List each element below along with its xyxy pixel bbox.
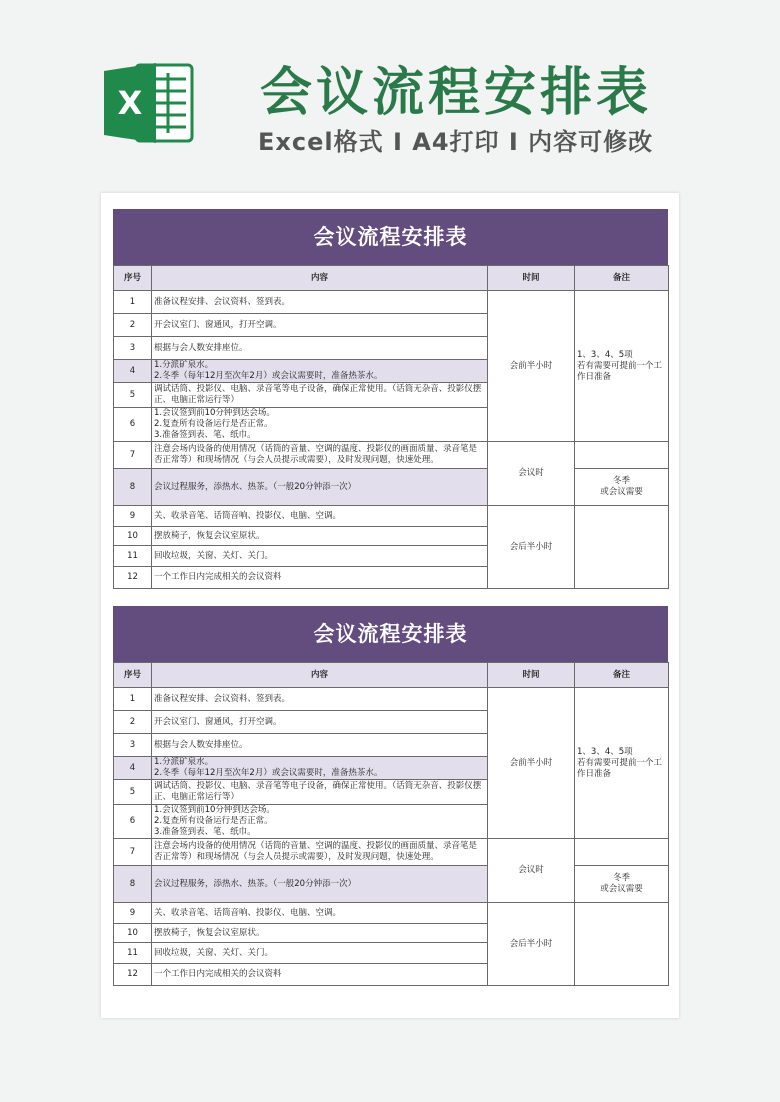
note-cell[interactable] (575, 506, 669, 589)
row-number[interactable]: 12 (114, 964, 152, 986)
time-cell[interactable]: 会前半小时 (488, 291, 575, 442)
row-content[interactable]: 准备议程安排、会议资料、签到表。 (152, 688, 488, 711)
row-content[interactable]: 开会议室门、窗通风，打开空调。 (152, 314, 488, 337)
table-row (114, 839, 669, 866)
row-number[interactable]: 9 (114, 506, 152, 527)
row-content[interactable]: 注意会场内设备的使用情况（话筒的音量、空调的温度、投影仪的画面质量、录音笔是否正常等）和现场情况（与会人员提示或需要），及时发现问题，快速处理。 (152, 442, 488, 469)
row-content[interactable]: 会议过程服务，添热水、热茶。（一般20分钟添一次） (152, 866, 488, 903)
note-cell[interactable] (575, 442, 669, 469)
sheet-title: 会议流程安排表 (113, 606, 668, 662)
row-number[interactable]: 11 (114, 943, 152, 964)
time-cell[interactable]: 会议时 (488, 442, 575, 506)
row-content[interactable]: 回收垃圾，关窗、关灯、关门。 (152, 546, 488, 567)
row-content[interactable]: 摆放椅子，恢复会议室原状。 (152, 924, 488, 943)
row-number[interactable]: 7 (114, 442, 152, 469)
row-number[interactable]: 2 (114, 314, 152, 337)
row-content[interactable]: 摆放椅子，恢复会议室原状。 (152, 527, 488, 546)
header-no[interactable]: 序号 (114, 266, 152, 291)
header-note[interactable]: 备注 (575, 663, 669, 688)
row-content[interactable]: 1.会议签到前10分钟到达会场。 2.复查所有设备运行是否正常。 3.准备签到表、笔、纸巾。 (152, 408, 488, 442)
table-row (114, 442, 669, 469)
row-number[interactable]: 8 (114, 866, 152, 903)
row-number[interactable]: 10 (114, 527, 152, 546)
page-header (0, 0, 780, 190)
table-row (114, 506, 669, 527)
page-title: 会议流程安排表 (260, 63, 653, 123)
row-number[interactable]: 7 (114, 839, 152, 866)
row-number[interactable]: 11 (114, 546, 152, 567)
row-number[interactable]: 1 (114, 291, 152, 314)
row-content[interactable]: 准备议程安排、会议资料、签到表。 (152, 291, 488, 314)
row-number[interactable]: 10 (114, 924, 152, 943)
row-content[interactable]: 一个工作日内完成相关的会议资料 (152, 964, 488, 986)
row-content[interactable]: 关、收录音笔、话筒音响、投影仪、电脑、空调。 (152, 903, 488, 924)
row-number[interactable]: 6 (114, 408, 152, 442)
row-number[interactable]: 2 (114, 711, 152, 734)
row-number[interactable]: 5 (114, 780, 152, 805)
row-content[interactable]: 回收垃圾，关窗、关灯、关门。 (152, 943, 488, 964)
row-number[interactable]: 8 (114, 469, 152, 506)
row-content[interactable]: 调试话筒、投影仪、电脑、录音笔等电子设备，确保正常使用。（话筒无杂音、投影仪摆正、电脑正常运行等） (152, 780, 488, 805)
time-cell[interactable]: 会后半小时 (488, 903, 575, 986)
row-number[interactable]: 3 (114, 337, 152, 360)
row-number[interactable]: 5 (114, 383, 152, 408)
note-cell[interactable]: 冬季 或会议需要 (575, 469, 669, 506)
time-cell[interactable]: 会后半小时 (488, 506, 575, 589)
header-content[interactable]: 内容 (152, 663, 488, 688)
schedule-table (113, 662, 669, 986)
schedule-table (113, 265, 669, 589)
header-time[interactable]: 时间 (488, 266, 575, 291)
row-content[interactable]: 1.会议签到前10分钟到达会场。 2.复查所有设备运行是否正常。 3.准备签到表、笔、纸巾。 (152, 805, 488, 839)
row-content[interactable]: 调试话筒、投影仪、电脑、录音笔等电子设备，确保正常使用。（话筒无杂音、投影仪摆正、电脑正常运行等） (152, 383, 488, 408)
row-content[interactable]: 注意会场内设备的使用情况（话筒的音量、空调的温度、投影仪的画面质量、录音笔是否正常等）和现场情况（与会人员提示或需要），及时发现问题，快速处理。 (152, 839, 488, 866)
header-note[interactable]: 备注 (575, 266, 669, 291)
row-number[interactable]: 12 (114, 567, 152, 589)
time-cell[interactable]: 会议时 (488, 839, 575, 903)
note-cell[interactable] (575, 839, 669, 866)
row-number[interactable]: 4 (114, 757, 152, 780)
row-content[interactable]: 根据与会人数安排座位。 (152, 734, 488, 757)
table-row (114, 903, 669, 924)
time-cell[interactable]: 会前半小时 (488, 688, 575, 839)
row-content[interactable]: 1.分派矿泉水。 2.冬季（每年12月至次年2月）或会议需要时，准备热茶水。 (152, 360, 488, 383)
note-cell[interactable]: 冬季 或会议需要 (575, 866, 669, 903)
header-no[interactable]: 序号 (114, 663, 152, 688)
note-cell[interactable]: 1、3、4、5项 若有需要可提前一个工作日准备 (575, 291, 669, 442)
table-row (114, 469, 669, 506)
row-content[interactable]: 1.分派矿泉水。 2.冬季（每年12月至次年2月）或会议需要时，准备热茶水。 (152, 757, 488, 780)
table-row (114, 688, 669, 711)
header-time[interactable]: 时间 (488, 663, 575, 688)
row-content[interactable]: 一个工作日内完成相关的会议资料 (152, 567, 488, 589)
table-header-row (114, 663, 669, 688)
header-content[interactable]: 内容 (152, 266, 488, 291)
table-header-row (114, 266, 669, 291)
table-row (114, 291, 669, 314)
schedule-sheet-1 (113, 209, 668, 589)
row-number[interactable]: 6 (114, 805, 152, 839)
row-content[interactable]: 根据与会人数安排座位。 (152, 337, 488, 360)
document-paper (101, 193, 679, 1018)
row-content[interactable]: 会议过程服务，添热水、热茶。（一般20分钟添一次） (152, 469, 488, 506)
note-cell[interactable] (575, 903, 669, 986)
note-cell[interactable]: 1、3、4、5项 若有需要可提前一个工作日准备 (575, 688, 669, 839)
row-number[interactable]: 1 (114, 688, 152, 711)
row-number[interactable]: 9 (114, 903, 152, 924)
row-number[interactable]: 4 (114, 360, 152, 383)
row-content[interactable]: 关、收录音笔、话筒音响、投影仪、电脑、空调。 (152, 506, 488, 527)
excel-logo-icon (100, 55, 196, 151)
row-number[interactable]: 3 (114, 734, 152, 757)
row-content[interactable]: 开会议室门、窗通风，打开空调。 (152, 711, 488, 734)
sheet-title: 会议流程安排表 (113, 209, 668, 265)
page-subtitle: Excel格式 I A4打印 I 内容可修改 (258, 128, 654, 156)
svg-text:X: X (117, 84, 143, 122)
table-row (114, 866, 669, 903)
schedule-sheet-2 (113, 606, 668, 986)
